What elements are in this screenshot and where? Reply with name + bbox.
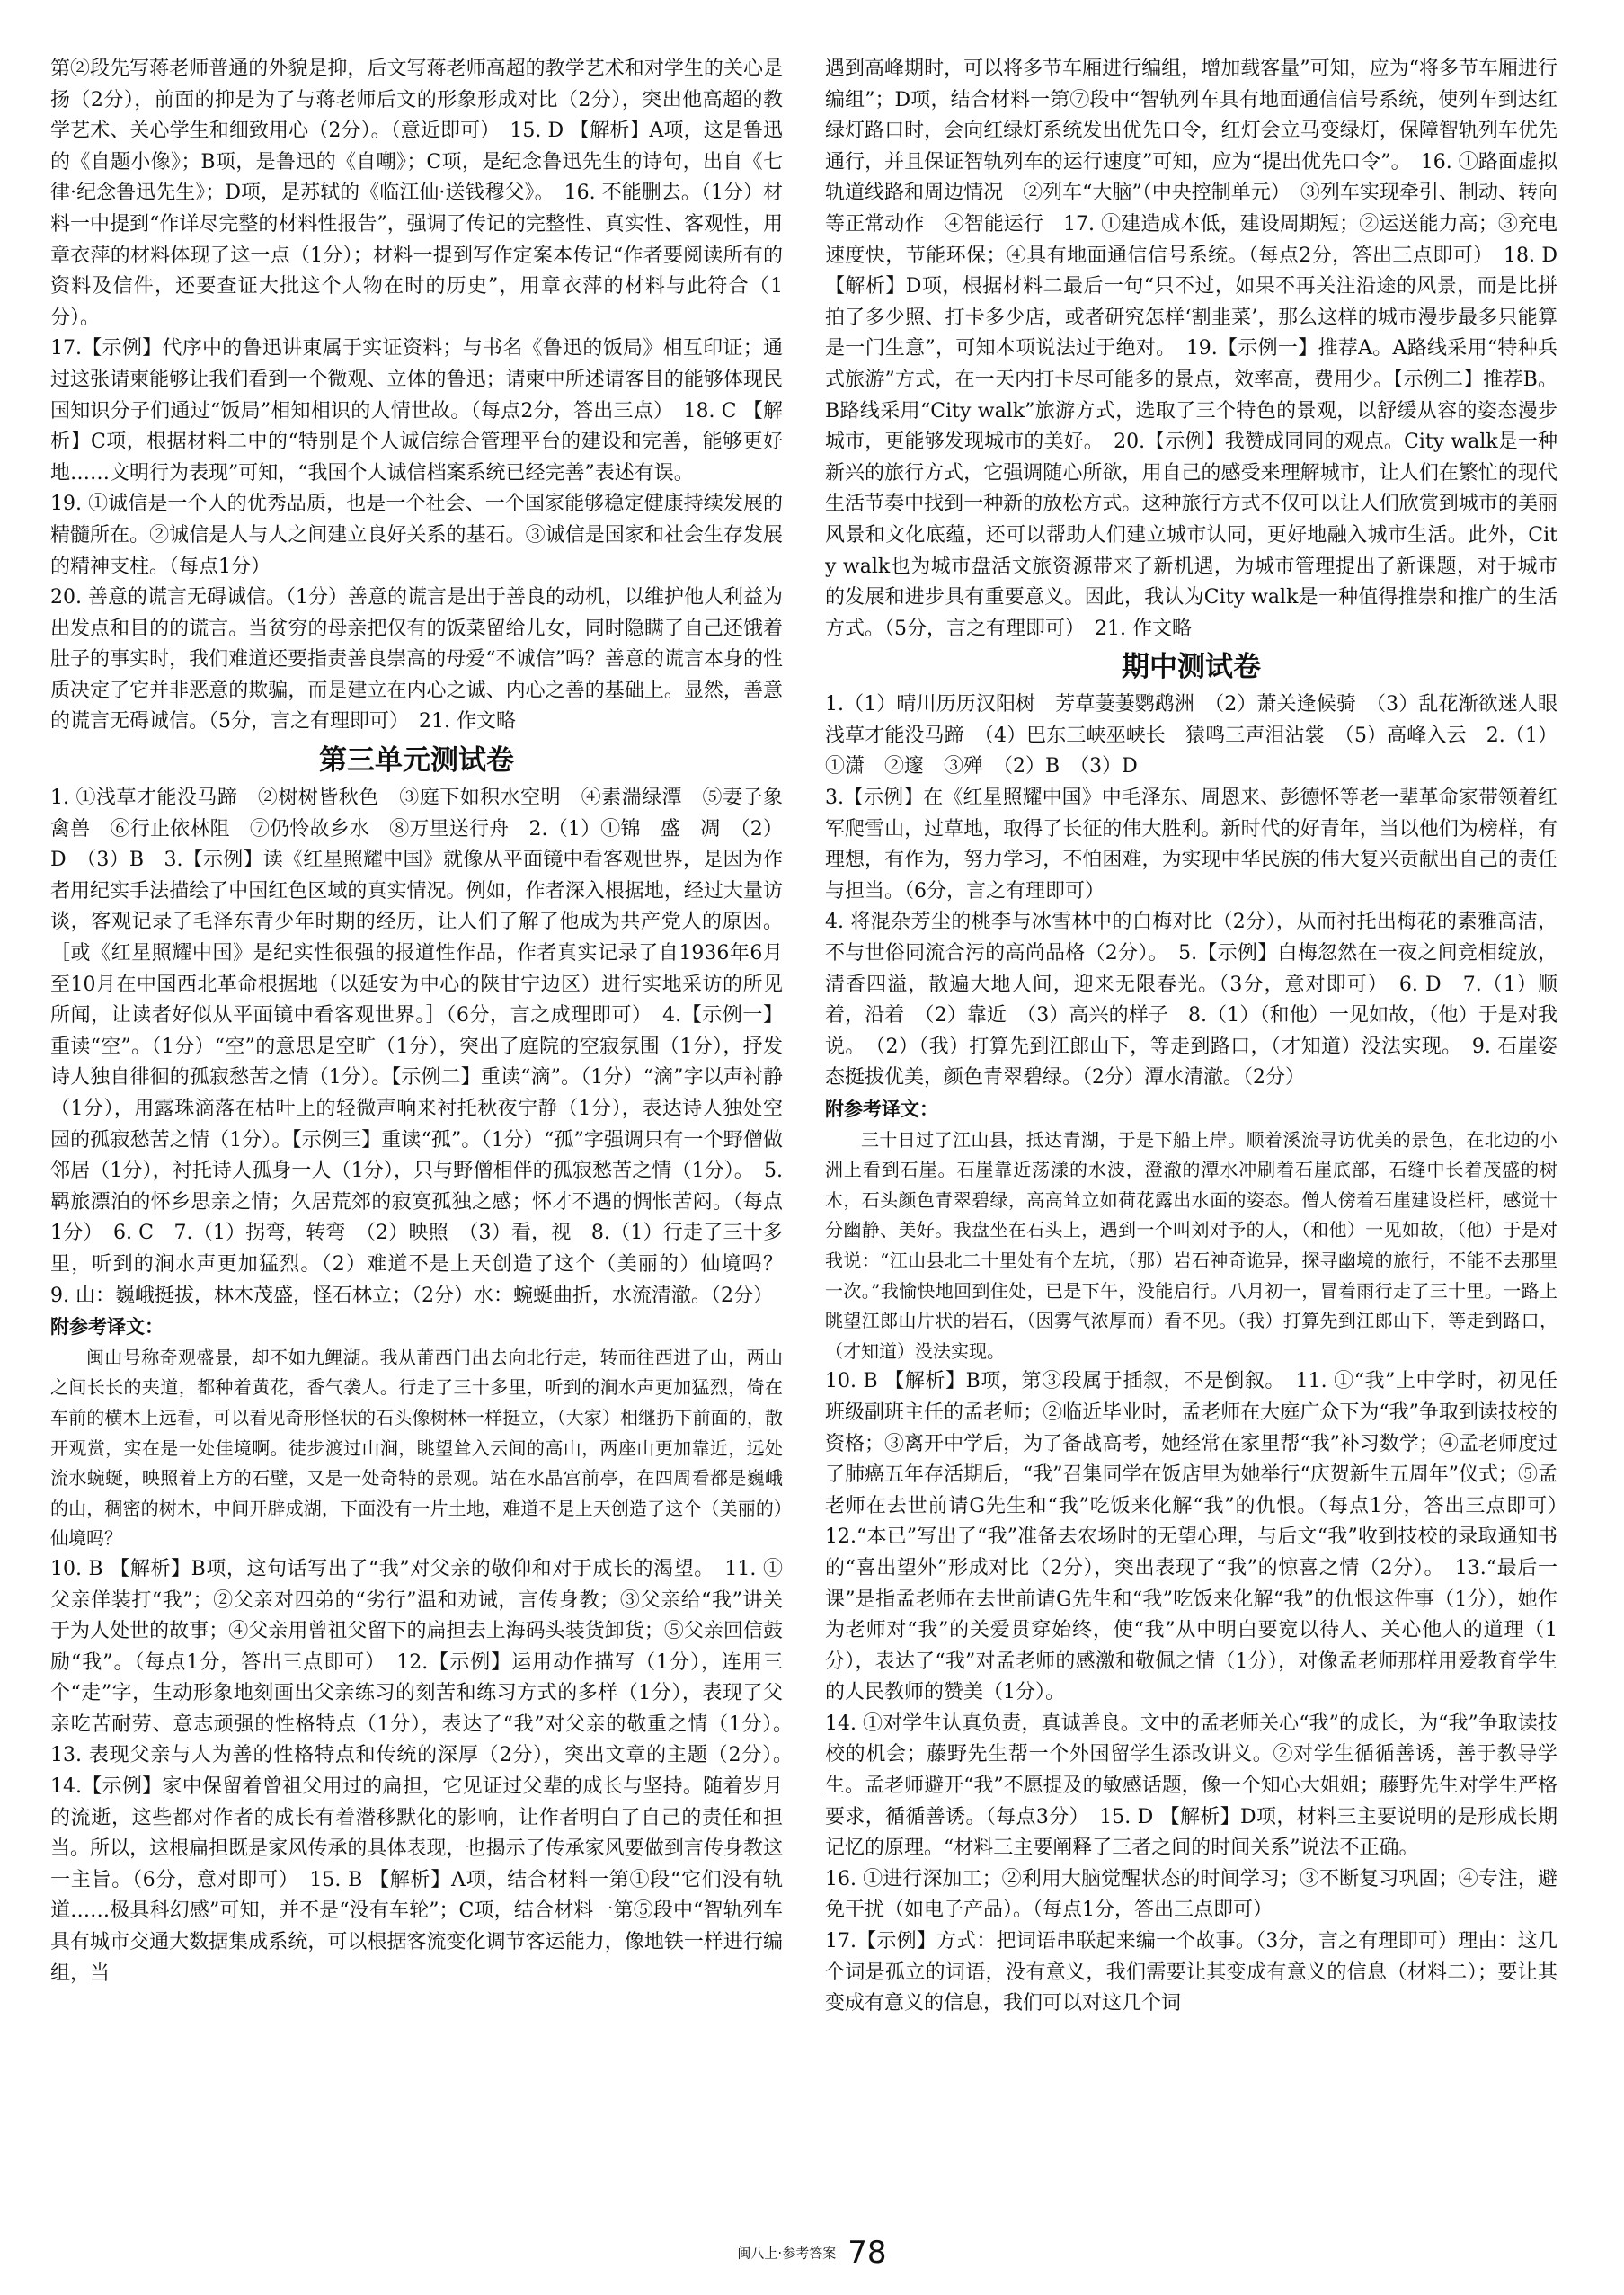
right-midterm-answers-10-13: 10. B 【解析】B项，第③段属于插叙，不是倒叙。 11. ①“我”上中学时，初见任班级副班主任的孟老师；②临近毕业时，孟老师在大庭广众下为“我”争取到读技校的资格；③离开中学后，为了备战高考，她经常在家里帮“我”补习数学；④孟老师度过了肺癌五年存活期后，“我”召集同学在饭店里为她举行“庆贺新生五周年”仪式；⑤孟老师在去世前请G先生和“我”吃饭来化解“我”的仇恨。（每点1分，答出三点即可） 12.“本已”写出了“我”准备去农场时的无望心理，与后文“我”收到技校的录取通知书的“喜出望外”形成对比（2分），突出表现了“我”的惊喜之情（2分）。 13.“最后一课”是指孟老师在去世前请G先生和“我”吃饭来化解“我”的仇恨这件事（1分），她作为老师对“我”的关爱贯穿始终，使“我”从中明白要宽以待人、关心他人的道理（1分），表达了“我”对孟老师的感激和敬佩之情（1分），对像孟老师那样用爱教育学生的人民教师的赞美（1分）。 [825, 1370, 1578, 1704]
right-translation-label: 附参考译文： [825, 1099, 938, 1120]
right-translation-text: 三十日过了江山县，抵达青湖，于是下船上岸。顺着溪流寻访优美的景色，在北边的小洲上看到石崖。石崖靠近荡漾的水波，澄澈的潭水冲刷着石崖底部，石缝中长着茂盛的树木，石头颜色青翠碧绿，高高耸立如荷花露出水面的姿态。僧人傍着石崖建设栏杆，感觉十分幽静、美好。我盘坐在石头上，遇到一个叫刘对予的人，（和他）一见如故，（他）于是对我说：“江山县北二十里处有个左坑，（那）岩石神奇诡异，探寻幽境的旅行，不能不去那里一次。”我愉快地回到住处，已是下午，没能启行。八月初一，冒着雨行走了三十里。一路上眺望江郎山片状的岩石，（因雾气浓厚而）看不见。（我）打算先到江郎山下，等走到路口，（才知道）没法实现。 [825, 1128, 1557, 1362]
section-heading-unit3: 第三单元测试卷 [319, 744, 514, 778]
footer-label: 闽八上·参考答案 [737, 2245, 837, 2262]
section-heading-midterm: 期中测试卷 [1122, 651, 1261, 684]
left-translation-label: 附参考译文： [50, 1316, 164, 1339]
left-unit3-answers-1-9: 1. ①浅草才能没马蹄 ②树树皆秋色 ③庭下如积水空明 ④素湍绿潭 ⑤妻子象禽兽 ⑥行止依林阻 ⑦仍怜故乡水 ⑧万里送行舟 2.（1）①锦 盛 凋 （2）D （3）B 3.【示例】读《红星照耀中国》就像从平面镜中看客观世界，是因为作者用纪实手法描绘了中国红色区域的真实情况。例如，作者深入根据地，经过大量访谈，客观记录了毛泽东青少年时期的经历，让人们了解了他成为共产党人的原因。［或《红星照耀中国》是纪实性很强的报道性作品，作者真实记录了自1936年6月至10月在中国西北革命根据地（以延安为中心的陕甘宁边区）进行实地采访的所见所闻，让读者好似从平面镜中看客观世界。］（6分，言之成理即可） 4.【示例一】重读“空”。（1分）“空”的意思是空旷（1分），突出了庭院的空寂氛围（1分），抒发诗人独自徘徊的孤寂愁苦之情（1分）。【示例二】重读“滴”。（1分）“滴”字以声衬静（1分），用露珠滴落在枯叶上的轻微声响来衬托秋夜宁静（1分），表达诗人独处空园的孤寂愁苦之情（1分）。【示例三】重读“孤”。（1分）“孤”字强调只有一个野僧做邻居（1分），衬托诗人孤身一人（1分），只与野僧相伴的孤寂愁苦之情（1分）。 5. 羁旅漂泊的怀乡思亲之情；久居荒郊的寂寞孤独之感；怀才不遇的惆怅苦闷。（每点1分） 6. C 7.（1）拐弯，转弯 （2）映照 （3）看，视 8.（1）行走了三十多里，听到的涧水声更加猛烈。（2）难道不是上天创造了这个（美丽的）仙境吗？ 9. 山：巍峨挺拔，林木茂盛，怪石林立；（2分）水：蜿蜒曲折，水流清澈。（2分） [50, 787, 803, 1307]
left-translation-text: 闽山号称奇观盛景，却不如九鲤湖。我从莆西门出去向北行走，转而往西进了山，两山之间长长的夹道，都种着黄花，香气袭人。行走了三十多里，听到的涧水声更加猛烈，倚在车前的横木上远看，可以看见奇形怪状的石头像树林一样挺立，（大家）相继扔下前面的，散开观赏，实在是一处佳境啊。徒步渡过山涧，眺望耸入云间的高山，两座山更加靠近，远处流水蜿蜒，映照着上方的石壁，又是一处奇特的景观。站在水晶宫前亭，在四周看都是巍峨的山，稠密的树木，中间开辟成湖，下面没有一片土地，难道不是上天创造了这个（美丽的）仙境吗？ [50, 1346, 783, 1550]
right-midterm-answer-17: 17.【示例】方式：把词语串联起来编一个故事。（3分，言之有理即可）理由：这几个词是孤立的词语，没有意义，我们需要让其变成有意义的信息（材料二）；要让其变成有意义的信息，我们可以对这几个词 [825, 1930, 1557, 2015]
page-number: 78 [847, 2235, 887, 2271]
left-answer-17-18: 17.【示例】代序中的鲁迅讲東属于实证资料；与书名《鲁迅的饭局》相互印证；通过这张请柬能够让我们看到一个微观、立体的鲁迅；请柬中所述请客目的能够体现民国知识分子们通过“饭局”相知相识的人情世故。（每点2分，答出三点） 18. C 【解析】C项，根据材料二中的“特别是个人诚信综合管理平台的建设和完善，能够更好地……文明行为表现”可知，“我国个人诚信档案系统已经完善”表述有误。 [50, 337, 783, 485]
page-footer [0, 2235, 1624, 2271]
left-column [50, 54, 803, 1989]
right-midterm-answer-3: 3.【示例】在《红星照耀中国》中毛泽东、周恩来、彭德怀等老一辈革命家带领着红军爬雪山，过草地，取得了长征的伟大胜利。新时代的好青年，当以他们为榜样，有理想，有作为，努力学习，不怕困难，为实现中华民族的伟大复兴贡献出自己的责任与担当。（6分，言之有理即可） [825, 787, 1557, 903]
right-column [825, 54, 1578, 2020]
right-midterm-answers-1-2: 1.（1）晴川历历汉阳树 芳草萋萋鹦鹉洲 （2）萧关逢候骑 （3）乱花渐欲迷人眼 浅草才能没马蹄 （4）巴东三峡巫峡长 猿鸣三声泪沾裳 （5）高峰入云 2.（1）①潇 ②邃 ③殚 （2）B （3）D [825, 693, 1578, 778]
left-answer-20-21: 20. 善意的谎言无碍诚信。（1分）善意的谎言是出于善良的动机，以维护他人利益为出发点和目的的谎言。当贫穷的母亲把仅有的饭菜留给儿女，同时隐瞒了自己还饿着肚子的事实时，我们难道还要指责善良崇高的母爱“不诚信”吗？善意的谎言本身的性质决定了它并非恶意的欺骗，而是建立在内心之诚、内心之善的基础上。显然，善意的谎言无碍诚信。（5分，言之有理即可） 21. 作文略 [50, 586, 783, 734]
right-midterm-answers-14-15: 14. ①对学生认真负责，真诚善良。文中的孟老师关心“我”的成长，为“我”争取读技校的机会；藤野先生帮一个外国留学生添改讲义。②对学生循循善诱，善于教导学生。孟老师避开“我”不愿提及的敏感话题，像一个知心大姐姐；藤野先生对学生严格要求，循循善诱。（每点3分） 15. D 【解析】D项，材料三主要说明的是形成长期记忆的原理。“材料三主要阐释了三者之间的时间关系”说法不正确。 [825, 1712, 1557, 1860]
right-midterm-answers-4-9: 4. 将混杂芳尘的桃李与冰雪林中的白梅对比（2分），从而衬托出梅花的素雅高洁，不与世俗同流合污的高尚品格（2分）。 5.【示例】白梅忽然在一夜之间竞相绽放，清香四溢，散遍大地人间，迎来无限春光。（3分，意对即可） 6. D 7.（1）顺着，沿着 （2）靠近 （3）高兴的样子 8.（1）（和他）一见如故，（他）于是对我说。 （2）（我）打算先到江郎山下，等走到路口，（才知道）没法实现。 9. 石崖姿态挺拔优美，颜色青翠碧绿。（2分）潭水清澈。（2分） [825, 911, 1557, 1090]
left-unit3-answers-10-15: 10. B 【解析】B项，这句话写出了“我”对父亲的敬仰和对于成长的渴望。 11. ①父亲佯装打“我”；②父亲对四弟的“劣行”温和劝诫，言传身教；③父亲给“我”讲关于为人处世的故事；④父亲用曾祖父留下的扁担去上海码头装货卸货；⑤父亲回信鼓励“我”。（每点1分，答出三点即可） 12.【示例】运用动作描写（1分），连用三个“走”字，生动形象地刻画出父亲练习的刻苦和练习方式的多样（1分），表现了父亲吃苦耐劳、意志顽强的性格特点（1分），表达了“我”对父亲的敬重之情（1分）。 13. 表现父亲与人为善的性格特点和传统的深厚（2分），突出文章的主题（2分）。 14.【示例】家中保留着曾祖父用过的扁担，它见证过父辈的成长与坚持。随着岁月的流逝，这些都对作者的成长有着潜移默化的影响，让作者明白了自己的责任和担当。所以，这根扁担既是家风传承的具体表现，也揭示了传承家风要做到言传身教这一主旨。（6分，意对即可） 15. B 【解析】A项，结合材料一第①段“它们没有轨道……极具科幻感”可知，并不是“没有车轮”；C项，结合材料一第⑤段中“智轨列车具有城市交通大数据集成系统，可以根据客流变化调节客运能力，像地铁一样进行编组，当 [50, 1557, 803, 1985]
right-unit3-answers-15-21: 遇到高峰期时，可以将多节车厢进行编组，增加载客量”可知，应为“将多节车厢进行编组”；D项，结合材料一第⑦段中“智轨列车具有地面通信信号系统，使列车到达红绿灯路口时，会向红绿灯系统发出优先口令，红灯会立马变绿灯，保障智轨列车优先通行，并且保证智轨列车的运行速度”可知，应为“提出优先口令”。 16. ①路面虚拟轨道线路和周边情况 ②列车“大脑”（中央控制单元） ③列车实现牵引、制动、转向等正常动作 ④智能运行 17. ①建造成本低，建设周期短；②运送能力高；③充电速度快，节能环保；④具有地面通信信号系统。（每点2分，答出三点即可） 18. D 【解析】D项，根据材料二最后一句“只不过，如果不再关注沿途的风景，而是比拼拍了多少照、打卡多少店，或者研究怎样‘割韭菜’，那么这样的城市漫步最多只能算是一门生意”，可知本项说法过于绝对。 19.【示例一】推荐A。A路线采用“特种兵式旅游”方式，在一天内打卡尽可能多的景点，效率高，费用少。【示例二】推荐B。B路线采用“City walk”旅游方式，选取了三个特色的景观，以舒缓从容的姿态漫步城市，更能够发现城市的美好。 20.【示例】我赞成同同的观点。City walk是一种新兴的旅行方式，它强调随心所欲，用自己的感受来理解城市，让人们在繁忙的现代生活节奏中找到一种新的放松方式。这种旅行方式不仅可以让人们欣赏到城市的美丽风景和文化底蕴，还可以帮助人们建立城市认同，更好地融入城市生活。此外，City walk也为城市盘活文旅资源带来了新机遇，为城市管理提出了新课题，对于城市的发展和进步具有重要意义。因此，我认为City walk是一种值得推崇和推广的生活方式。（5分，言之有理即可） 21. 作文略 [825, 58, 1557, 640]
left-answer-19: 19. ①诚信是一个人的优秀品质，也是一个社会、一个国家能够稳定健康持续发展的精髓所在。②诚信是人与人之间建立良好关系的基石。③诚信是国家和社会生存发展的精神支柱。（每点1分） [50, 493, 783, 578]
left-answer-14-16: 第②段先写蒋老师普通的外貌是抑，后文写蒋老师高超的教学艺术和对学生的关心是扬（2分），前面的抑是为了与蒋老师后文的形象形成对比（2分），突出他高超的教学艺术、关心学生和细致用心（2分）。（意近即可） 15. D 【解析】A项，这是鲁迅的《自题小像》；B项，是鲁迅的《自嘲》；C项，是纪念鲁迅先生的诗句，出自《七律·纪念鲁迅先生》；D项，是苏轼的《临江仙·送钱穆父》。 16. 不能删去。（1分）材料一中提到“作详尽完整的材料性报告”，强调了传记的完整性、真实性、客观性，用章衣萍的材料体现了这一点（1分）；材料一提到写作定案本传记“作者要阅读所有的资料及信件，还要查证大批这个人物在时的历史”，用章衣萍的材料与此符合（1分）。 [50, 58, 783, 329]
right-midterm-answer-16: 16. ①进行深加工；②利用大脑觉醒状态的时间学习；③不断复习巩固；④专注，避免干扰（如电子产品）。（每点1分，答出三点即可） [825, 1867, 1557, 1922]
